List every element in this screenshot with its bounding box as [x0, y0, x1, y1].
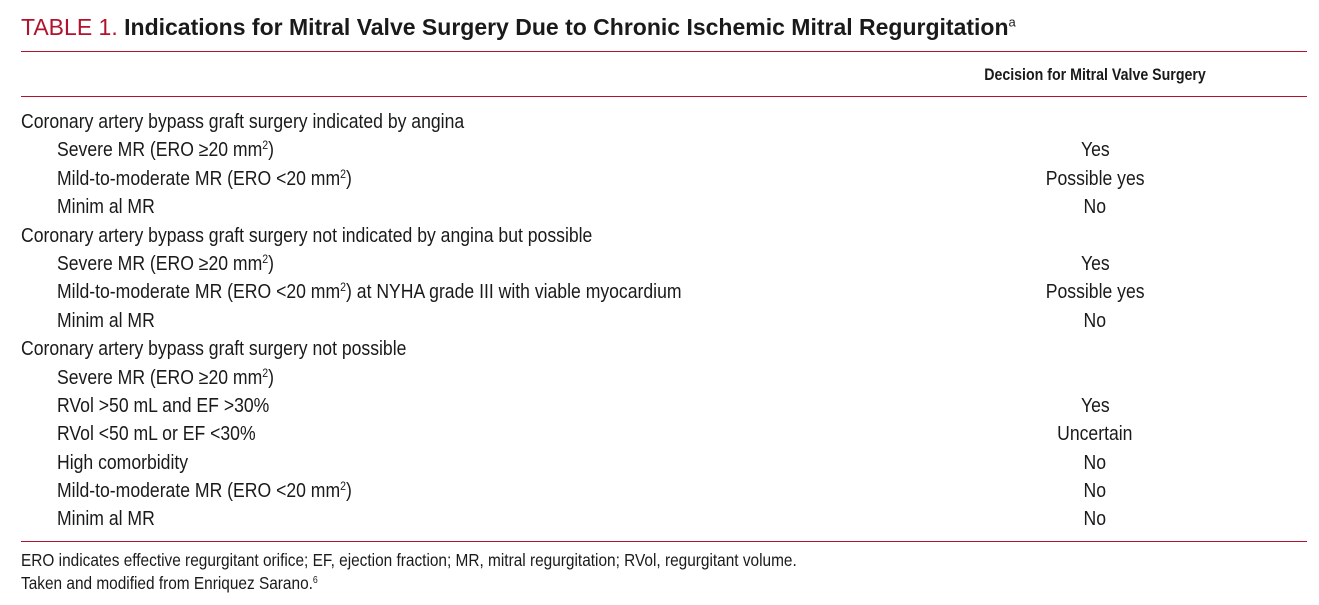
table-row — [21, 420, 1307, 448]
row-label — [57, 250, 274, 278]
row-label-text: RVol >50 mL and EF >30% — [57, 394, 270, 417]
table-title-text: Indications for Mitral Valve Surgery Due to Chronic Ischemic Mitral Regurgitation — [124, 14, 1009, 40]
row-decision-value — [945, 278, 1245, 306]
footnote-source-text: Taken and modified from Enriquez Sarano. — [21, 573, 313, 593]
row-label-text: Coronary artery bypass graft surgery not possible — [21, 338, 407, 361]
row-label-superscript: 2 — [262, 251, 269, 266]
row-label-suffix: ) at NYHA grade III with viable myocardium — [346, 281, 682, 304]
row-label-superscript: 2 — [262, 365, 269, 380]
row-label — [21, 108, 464, 136]
bottom-rule — [21, 541, 1307, 542]
row-label-text: High comorbidity — [57, 451, 189, 474]
row-decision-value — [945, 477, 1245, 505]
footnote-abbreviations: ERO indicates effective regurgitant orifice; EF, ejection fraction; MR, mitral regurgitation; RVol, regurgitant volume. — [21, 550, 797, 570]
row-label-suffix: ) — [268, 252, 275, 275]
row-decision-value — [945, 250, 1245, 278]
row-label-text: Severe MR (ERO ≥20 mm — [57, 139, 263, 162]
table-row — [21, 278, 1307, 306]
row-decision-text: Yes — [1080, 394, 1110, 417]
row-decision-value — [945, 392, 1245, 420]
title-footnote-marker: a — [1008, 14, 1016, 30]
row-label-text: Mild-to-moderate MR (ERO <20 mm — [57, 167, 341, 190]
row-decision-value — [945, 193, 1245, 221]
row-label-superscript: 2 — [340, 479, 347, 494]
row-label-text: RVol <50 mL or EF <30% — [57, 423, 256, 446]
row-label — [57, 420, 256, 448]
row-label — [21, 335, 406, 363]
table-row — [21, 392, 1307, 420]
table-row — [21, 307, 1307, 335]
row-label-text: Coronary artery bypass graft surgery indicated by angina — [21, 111, 465, 133]
footnote-source — [21, 572, 1153, 595]
row-decision-text: No — [1083, 309, 1107, 332]
row-label — [21, 222, 592, 250]
row-decision-value — [945, 165, 1245, 193]
row-label — [57, 193, 155, 221]
row-decision-value — [945, 136, 1245, 164]
row-label — [57, 392, 269, 420]
top-rule — [21, 51, 1307, 52]
table-body — [21, 108, 1307, 534]
table-row — [21, 136, 1307, 164]
table-section-row — [21, 222, 1307, 250]
table-footnotes — [21, 549, 1307, 595]
row-label-superscript: 2 — [340, 280, 347, 295]
row-decision-text: No — [1083, 508, 1107, 531]
row-decision-value — [945, 307, 1245, 335]
row-label-suffix: ) — [268, 139, 275, 162]
row-decision-text: Yes — [1080, 252, 1110, 275]
row-label-text: Severe MR (ERO ≥20 mm — [57, 366, 263, 389]
row-label-text: Minim al MR — [57, 309, 155, 332]
row-decision-text: Uncertain — [1057, 423, 1133, 446]
row-decision-text: No — [1083, 451, 1107, 474]
table-section-row — [21, 335, 1307, 363]
row-decision-text: Yes — [1080, 139, 1110, 162]
row-label-text: Mild-to-moderate MR (ERO <20 mm — [57, 480, 341, 503]
row-label — [57, 505, 155, 533]
row-label — [57, 477, 352, 505]
row-decision-text: Possible yes — [1045, 167, 1145, 190]
header-rule — [21, 96, 1307, 97]
row-decision-text: No — [1083, 480, 1107, 503]
row-label — [57, 449, 188, 477]
row-label-text: Minim al MR — [57, 508, 155, 531]
table-row — [21, 364, 1307, 392]
row-label — [57, 165, 352, 193]
row-decision-text: Possible yes — [1045, 281, 1145, 304]
table-title — [21, 12, 1016, 42]
row-label-suffix: ) — [346, 167, 352, 190]
row-decision-text: No — [1083, 196, 1107, 219]
row-decision-value — [945, 505, 1245, 533]
table-row — [21, 193, 1307, 221]
row-decision-value — [945, 449, 1245, 477]
row-label-superscript: 2 — [340, 166, 347, 181]
column-header-decision: Decision for Mitral Valve Surgery — [984, 66, 1206, 84]
table-row — [21, 165, 1307, 193]
row-label-text: Severe MR (ERO ≥20 mm — [57, 252, 263, 275]
footnote-source-ref: 6 — [312, 575, 318, 586]
table-row — [21, 477, 1307, 505]
row-label — [57, 278, 682, 306]
row-label — [57, 364, 274, 392]
table-number-label: TABLE 1. — [21, 14, 118, 40]
row-label — [57, 136, 274, 164]
row-label-suffix: ) — [346, 480, 352, 503]
table-row — [21, 449, 1307, 477]
row-label-superscript: 2 — [262, 138, 269, 153]
table-row — [21, 505, 1307, 533]
row-label-text: Coronary artery bypass graft surgery not indicated by angina but possible — [21, 224, 593, 247]
table-section-row — [21, 108, 1307, 136]
row-decision-value — [945, 420, 1245, 448]
row-label-suffix: ) — [268, 366, 275, 389]
row-label-text: Minim al MR — [57, 196, 155, 219]
row-label-text: Mild-to-moderate MR (ERO <20 mm — [57, 281, 341, 304]
table-row — [21, 250, 1307, 278]
row-label — [57, 307, 155, 335]
